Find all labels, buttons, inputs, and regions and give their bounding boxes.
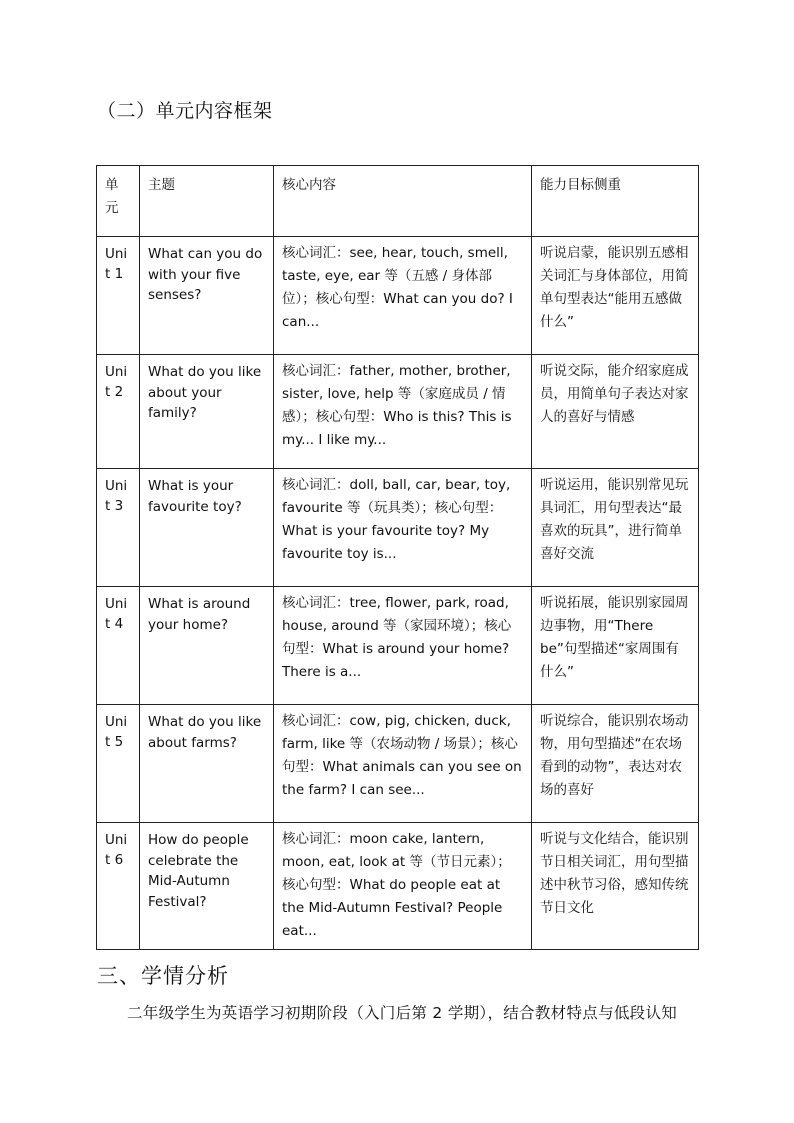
cell-core-content: 核心词汇：moon cake, lantern, moon, eat, look at 等（节日元素）；核心句型：What do people eat at the Mid-Autumn Festival? People eat... (274, 823, 532, 950)
cell-theme: How do people celebrate the Mid-Autumn Festival? (140, 823, 274, 950)
body-paragraph: 二年级学生为英语学习初期阶段（入门后第 2 学期），结合教材特点与低段认知 (127, 1004, 678, 1022)
header-theme: 主题 (140, 166, 274, 237)
cell-unit: Unit 5 (97, 705, 140, 823)
cell-core-content: 核心词汇：cow, pig, chicken, duck, farm, like 等（农场动物 / 场景）；核心句型：What animals can you see on the farm? I can see... (274, 705, 532, 823)
cell-unit: Unit 4 (97, 587, 140, 705)
header-core-content: 核心内容 (274, 166, 532, 237)
cell-unit: Unit 1 (97, 237, 140, 355)
cell-theme: What is around your home? (140, 587, 274, 705)
cell-theme: What do you like about your family? (140, 355, 274, 469)
cell-ability-goal: 听说交际，能介绍家庭成员，用简单句子表达对家人的喜好与情感 (532, 355, 699, 469)
cell-ability-goal: 听说运用，能识别常见玩具词汇，用句型表达“最喜欢的玩具”，进行简单喜好交流 (532, 469, 699, 587)
table-row (97, 705, 699, 823)
cell-theme: What can you do with your five senses? (140, 237, 274, 355)
cell-ability-goal: 听说启蒙，能识别五感相关词汇与身体部位，用简单句型表达“能用五感做什么” (532, 237, 699, 355)
table-row (97, 587, 699, 705)
table-row (97, 237, 699, 355)
unit-content-table (96, 165, 699, 950)
header-unit: 单元 (97, 166, 140, 237)
table-row (97, 355, 699, 469)
cell-theme: What do you like about farms? (140, 705, 274, 823)
section-heading: 三、学情分析 (97, 964, 229, 988)
header-ability-goal: 能力目标侧重 (532, 166, 699, 237)
table-header-row (97, 166, 699, 237)
cell-core-content: 核心词汇：doll, ball, car, bear, toy, favourite 等（玩具类）；核心句型：What is your favourite toy? My favourite toy is... (274, 469, 532, 587)
cell-theme: What is your favourite toy? (140, 469, 274, 587)
cell-ability-goal: 听说综合，能识别农场动物，用句型描述“在农场看到的动物”，表达对农场的喜好 (532, 705, 699, 823)
cell-core-content: 核心词汇：father, mother, brother, sister, love, help 等（家庭成员 / 情感）；核心句型：Who is this? This is my... I like my... (274, 355, 532, 469)
cell-unit: Unit 2 (97, 355, 140, 469)
table-row (97, 469, 699, 587)
cell-core-content: 核心词汇：see, hear, touch, smell, taste, eye, ear 等（五感 / 身体部位）；核心句型：What can you do? I can... (274, 237, 532, 355)
cell-core-content: 核心词汇：tree, flower, park, road, house, around 等（家园环境）；核心句型：What is around your home? There is a... (274, 587, 532, 705)
cell-unit: Unit 6 (97, 823, 140, 950)
cell-ability-goal: 听说拓展，能识别家园周边事物，用“There be”句型描述“家周围有什么” (532, 587, 699, 705)
table-row (97, 823, 699, 950)
sub-heading: （二）单元内容框架 (97, 100, 273, 122)
cell-ability-goal: 听说与文化结合，能识别节日相关词汇，用句型描述中秋节习俗，感知传统节日文化 (532, 823, 699, 950)
cell-unit: Unit 3 (97, 469, 140, 587)
